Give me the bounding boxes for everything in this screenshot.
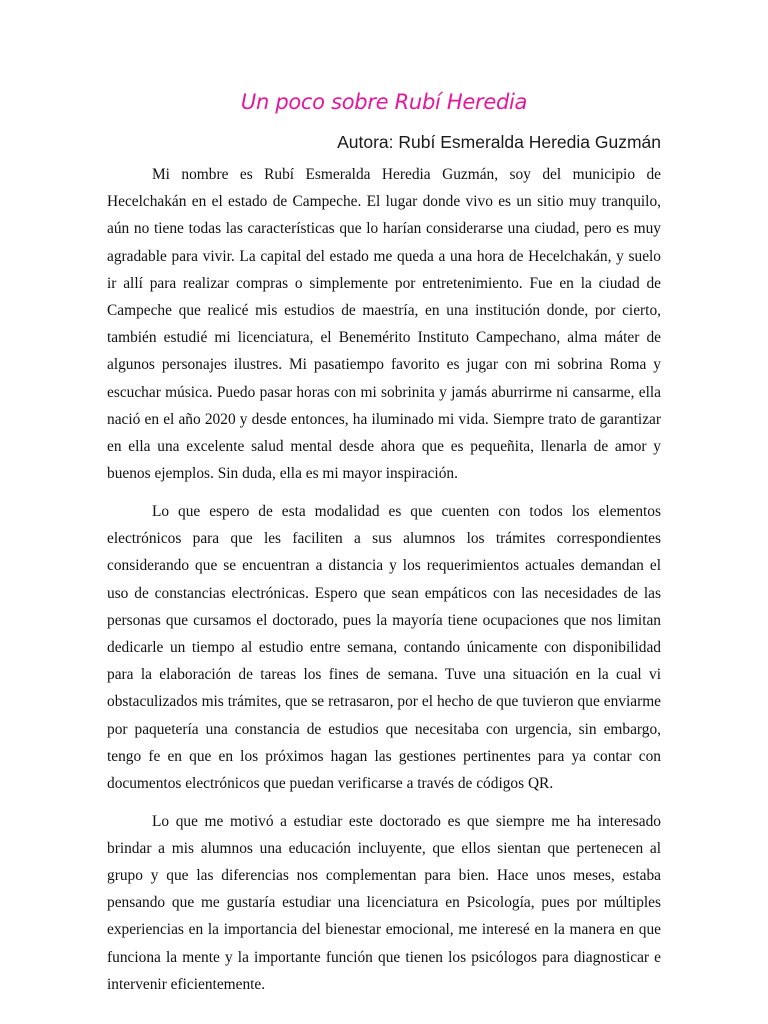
paragraph-1: Mi nombre es Rubí Esmeralda Heredia Guzmán, soy del municipio de Hecelchakán en el estado de Campeche. El lugar donde vivo es un sitio muy tranquilo, aún no tiene todas las características que lo harían considerarse una ciudad, pero es muy agradable para vivir. La capital del estado me queda a una hora de Hecelchakán, y suelo ir allí para realizar compras o simplemente por entretenimiento. Fue en la ciudad de Campeche que realicé mis estudios de maestría, en una institución donde, por cierto, también estudié mi licenciatura, el Benemérito Instituto Campechano, alma máter de algunos personajes ilustres. Mi pasatiempo favorito es jugar con mi sobrina Roma y escuchar música. Puedo pasar horas con mi sobrinita y jamás aburrirme ni cansarme, ella nació en el año 2020 y desde entonces, ha iluminado mi vida. Siempre trato de garantizar en ella una excelente salud mental desde ahora que es pequeñita, llenarla de amor y buenos ejemplos. Sin duda, ella es mi mayor inspiración. [107,166,661,483]
author-line: Autora: Rubí Esmeralda Heredia Guzmán [337,132,661,152]
paragraph-3: Lo que me motivó a estudiar este doctorado es que siempre me ha interesado brindar a mis alumnos una educación incluyente, que ellos sientan que pertenecen al grupo y que las diferencias nos complementan para bien. Hace unos meses, estaba pensando que me gustaría estudiar una licenciatura en Psicología, pues por múltiples experiencias en la importancia del bienestar emocional, me interesé en la manera en que funciona la mente y la importante función que tienen los psicólogos para diagnosticar e intervenir eficientemente. [107,812,661,993]
document-title: Un poco sobre Rubí Heredia [240,90,528,114]
document-body [107,161,661,1009]
paragraph-2: Lo que espero de esta modalidad es que cuenten con todos los elementos electrónicos para que les faciliten a sus alumnos los trámites correspondientes considerando que se encuentran a distancia y los requerimientos actuales demandan el uso de constancias electrónicas. Espero que sean empáticos con las necesidades de las personas que cursamos el doctorado, pues la mayoría tiene ocupaciones que nos limitan dedicarle un tiempo al estudio entre semana, contando únicamente con disponibilidad para la elaboración de tareas los fines de semana. Tuve una situación en la cual vi obstaculizados mis trámites, que se retrasaron, por el hecho de que tuvieron que enviarme por paquetería una constancia de estudios que necesitaba con urgencia, sin embargo, tengo fe en que en los próximos hagan las gestiones pertinentes para ya contar con documentos electrónicos que puedan verificarse a través de códigos QR. [107,502,661,792]
